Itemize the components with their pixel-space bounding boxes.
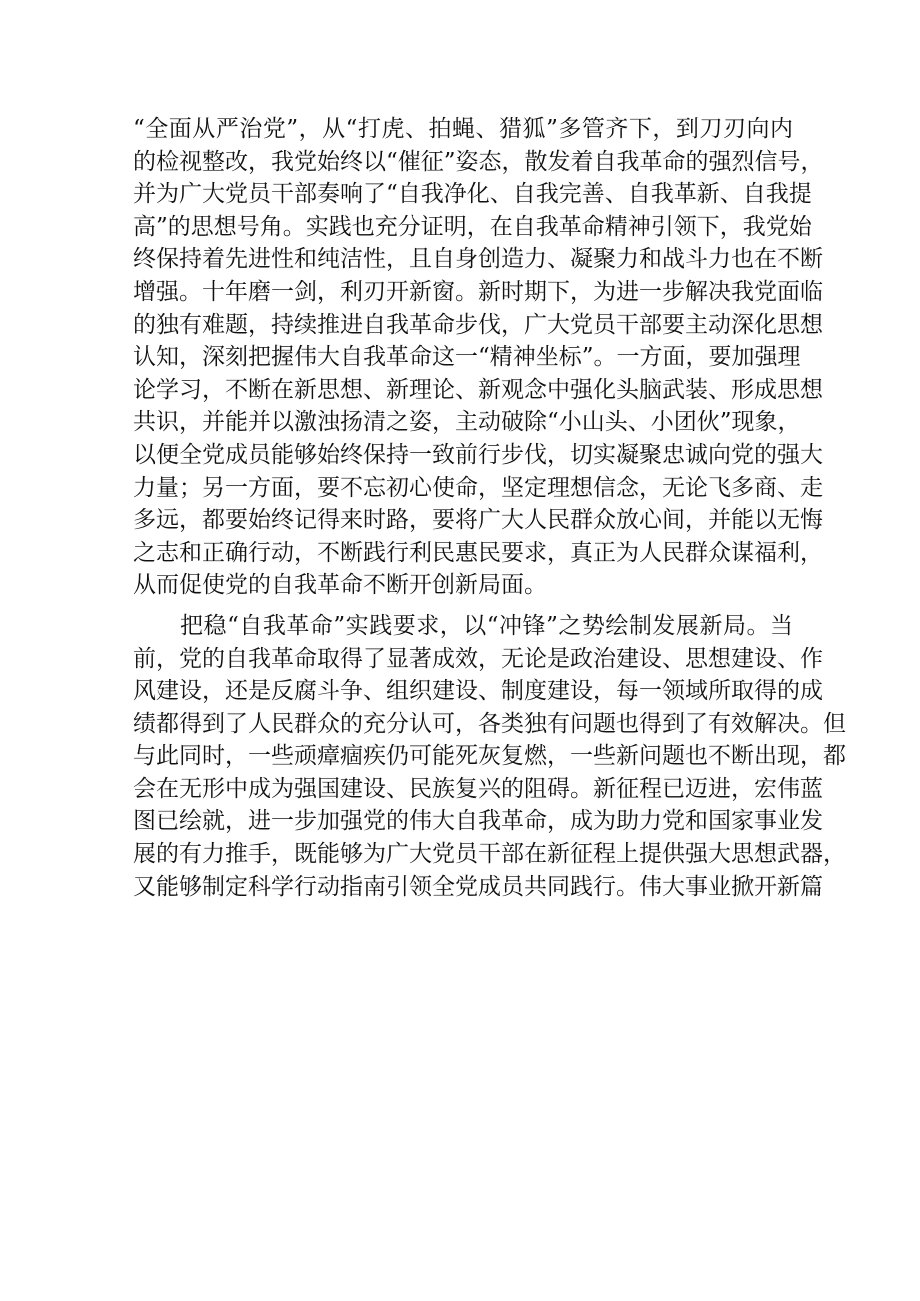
text-line: 多远，都要始终记得来时路，要将广大人民群众放心间，并能以无悔 — [133, 507, 823, 534]
text-line: 会在无形中成为强国建设、民族复兴的阻碍。新征程已迈进，宏伟蓝 — [133, 775, 823, 802]
text-line: 把稳“自我革命”实践要求，以“冲锋”之势绘制发展新局。当 — [133, 612, 793, 639]
text-line: 以便全党成员能够始终保持一致前行步伐，切实凝聚忠诚向党的强大 — [133, 441, 823, 468]
text-line: 展的有力推手，既能够为广大党员干部在新征程上提供强大思想武器， — [133, 841, 846, 868]
text-line: 终保持着先进性和纯洁性，且自身创造力、凝聚力和战斗力也在不断 — [133, 246, 823, 273]
text-line: 绩都得到了人民群众的充分认可，各类独有问题也得到了有效解决。但 — [133, 710, 846, 737]
text-line: 的检视整改，我党始终以“催征”姿态，散发着自我革命的强烈信号， — [133, 148, 824, 175]
text-line: 的独有难题，持续推进自我革命步伐，广大党员干部要主动深化思想 — [133, 311, 823, 338]
text-line: 又能够制定科学行动指南引领全党成员共同践行。伟大事业掀开新篇 — [133, 873, 823, 900]
text-line: “全面从严治党”，从“打虎、拍蝇、猎狐”多管齐下，到刀刃向内 — [133, 116, 793, 142]
text-line: 增强。十年磨一剑，利刃开新窗。新时期下，为进一步解决我党面临 — [133, 278, 823, 305]
text-line: 共识，并能并以激浊扬清之姿，主动破除“小山头、小团伙”现象， — [133, 409, 801, 436]
text-line: 前，党的自我革命取得了显著成效，无论是政治建设、思想建设、作 — [133, 645, 823, 672]
text-line: 论学习，不断在新思想、新理论、新观念中强化头脑武装、形成思想 — [133, 376, 823, 403]
paragraph-gap — [133, 602, 793, 610]
text-line: 力量；另一方面，要不忘初心使命，坚定理想信念，无论飞多商、走 — [133, 474, 823, 501]
text-line: 图已绘就，进一步加强党的伟大自我革命，成为助力党和国家事业发 — [133, 808, 823, 835]
text-line: 认知，深刻把握伟大自我革命这一“精神坐标”。一方面，要加强理 — [133, 344, 801, 371]
text-line: 从而促使党的自我革命不断开创新局面。 — [133, 572, 547, 599]
text-line: 高”的思想号角。实践也充分证明，在自我革命精神引领下，我党始 — [133, 213, 812, 240]
text-line: 并为广大党员干部奏响了“自我净化、自我完善、自我革新、自我提 — [133, 181, 812, 208]
text-line: 与此同时，一些顽瘴痼疾仍可能死灰复燃，一些新问题也不断出现，都 — [133, 743, 846, 770]
document-body — [133, 113, 846, 903]
paragraph-2 — [133, 610, 846, 903]
paragraph-1 — [133, 113, 824, 602]
text-line: 风建设，还是反腐斗争、组织建设、制度建设，每一领域所取得的成 — [133, 678, 823, 705]
text-line: 之志和正确行动，不断践行利民惠民要求，真正为人民群众谋福利， — [133, 539, 823, 566]
